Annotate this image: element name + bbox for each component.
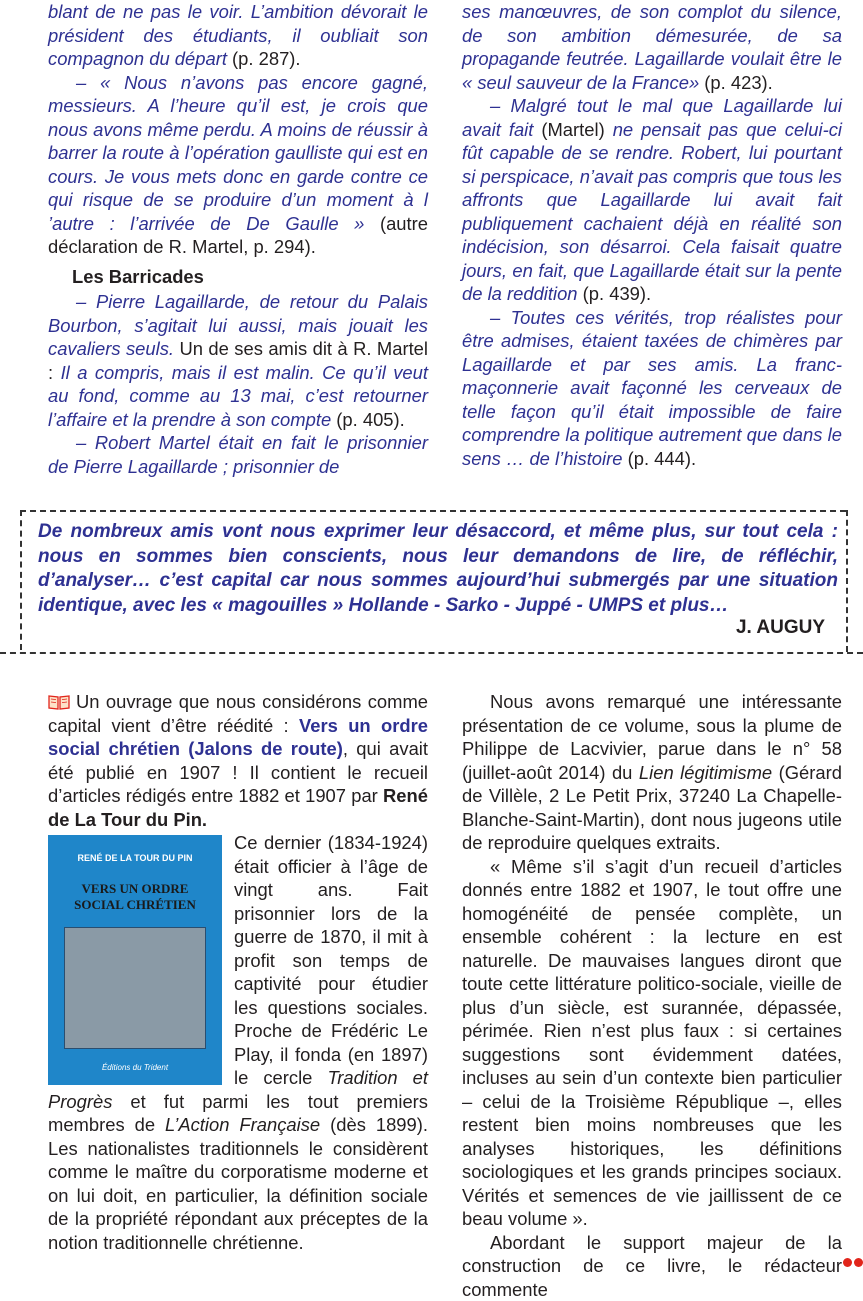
bullet-icon	[843, 1258, 852, 1267]
editorial-note: De nombreux amis vont nous exprimer leur désaccord, et même plus, sur tout cela : nous en sommes bien conscients, nous leur demandons de lire, de réfléchir, d’analyser… c’est capital car nous sommes aujourd’hui submergés par une situation identique, avec les « magouilles » Hollande - Sarko - Juppé - UMPS et plus…	[38, 520, 838, 618]
cover-illustration	[64, 927, 206, 1049]
column-top-left	[48, 0, 428, 478]
column-bottom-left	[48, 690, 428, 1254]
box-border-left	[20, 510, 22, 650]
paragraph: Nous avons remarqué une intéressante présentation de ce volume, sous la plume de Philippe de Lacvivier, parue dans le n° 58 (juillet-août 2014) du Lien légitimisme (Gérard de Villèle, 2 Le Petit Prix, 37240 La Chapelle-Blanche-Saint-Martin), dont nous jugeons utile de reproduire quelques extraits.	[462, 690, 842, 855]
paragraph: Abordant le support majeur de la construction de ce livre, le rédacteur commente	[462, 1231, 842, 1301]
box-border-top	[20, 510, 846, 512]
cover-publisher: Éditions du Trident	[48, 1056, 222, 1080]
paragraph: « Même s’il s’agit d’un recueil d’articles donnés entre 1882 et 1907, le tout offre une homogénéité de pensée complète, un ensemble cohérent : la lecture en est naturelle. De mauvaises langues diront que toute cette littérature politico-sociale, vieille de plus d’un siècle, est surannée, dépassée, périmée. Rien n’est plus faux : si certaines suggestions sont évidemment datées, incluses au sein d’un contexte bien particulier – celui de la Troisième République –, elles restent bien moins nombreuses que les analyses historiques, les définitions sociologiques et les grands principes sociaux. Vérités et semences de vie jaillissent de ce beau volume ».	[462, 855, 842, 1231]
open-book-icon	[48, 692, 70, 708]
paragraph: – « Nous n’avons pas encore gagné, messieurs. A l’heure qu’il est, je crois que nous avons même perdu. A moins de réussir à barrer la route à l’opération gaulliste qui est en cours. Je vous mets donc en garde contre ce qui risque de se produire d’un moment à l ’autre : l’arrivée de De Gaulle » (autre déclaration de R. Martel, p. 294).	[48, 71, 428, 259]
signature: J. AUGUY	[736, 617, 825, 639]
book-cover-image	[48, 835, 222, 1085]
paragraph: Ce dernier (1834-1924) était officier à l’âge de vingt ans. Fait prisonnier lors de la guerre de 1870, il mit à profit son temps de captivité pour étudier les questions sociales. Proche de Frédéric Le Play, il fonda (en 1897) le cercle Tradition et Progrès et fut parmi les tout premiers membres de L’Action Française (dès 1899). Les nationalistes traditionnels le considèrent comme le maître du corporatisme moderne et on lui doit, en particulier, la définition sociale de la propriété répondant aux préceptes de la notion traditionnelle chrétienne.	[48, 831, 428, 1254]
column-bottom-right	[462, 690, 842, 1301]
cover-author: RENÉ DE LA TOUR DU PIN	[48, 847, 222, 871]
paragraph: – Malgré tout le mal que Lagaillarde lui avait fait (Martel) ne pensait pas que celui-ci fût capable de se rendre. Robert, lui pourtant si perspicace, n’avait pas compris que tous les affronts que Lagaillarde lui avait fait publiquement cachaient déjà en réalité son indécision, son désarroi. Cela faisait quatre jours, en fait, que Lagaillarde était sur la pente de la reddition (p. 439).	[462, 94, 842, 306]
paragraph: – Toutes ces vérités, trop réalistes pour être admises, étaient taxées de chimères par Lagaillarde et par ses amis. La franc-maçonnerie avait façonné les cerveaux de telle façon qu’il était impossible de faire comprendre la politique autrement que dans le sens … de l’histoire (p. 444).	[462, 306, 842, 471]
paragraph: Un ouvrage que nous considérons comme capital vient d’être réédité : Vers un ordre social chrétien (Jalons de route), qui avait été publié en 1907 ! Il contient le recueil d’articles rédigés entre 1882 et 1907 par René de La Tour du Pin.	[48, 690, 428, 831]
paragraph: – Pierre Lagaillarde, de retour du Palais Bourbon, s’agitait lui aussi, mais jouait les cavaliers seuls. Un de ses amis dit à R. Martel : Il a compris, mais il est malin. Ce qu’il veut au fond, comme au 13 mai, c’est retourner l’affaire et la prendre à son compte (p. 405).	[48, 290, 428, 431]
paragraph: – Robert Martel était en fait le prisonnier de Pierre Lagaillarde ; prisonnier de	[48, 431, 428, 478]
paragraph: ses manœuvres, de son complot du silence, de son ambition démesurée, de sa propagande feutrée. Lagaillarde voulait être le « seul sauveur de la France» (p. 423).	[462, 0, 842, 94]
section-heading: Les Barricades	[72, 265, 428, 289]
continuation-bullets	[841, 1254, 863, 1272]
bullet-icon	[854, 1258, 863, 1267]
box-border-right	[846, 510, 848, 652]
paragraph: blant de ne pas le voir. L’ambition dévorait le président des étudiants, il oubliait son compagnon du départ (p. 287).	[48, 0, 428, 71]
column-top-right	[462, 0, 842, 470]
box-border-bottom	[0, 652, 863, 654]
cover-title: VERS UN ORDRE SOCIAL CHRÉTIEN	[48, 881, 222, 913]
